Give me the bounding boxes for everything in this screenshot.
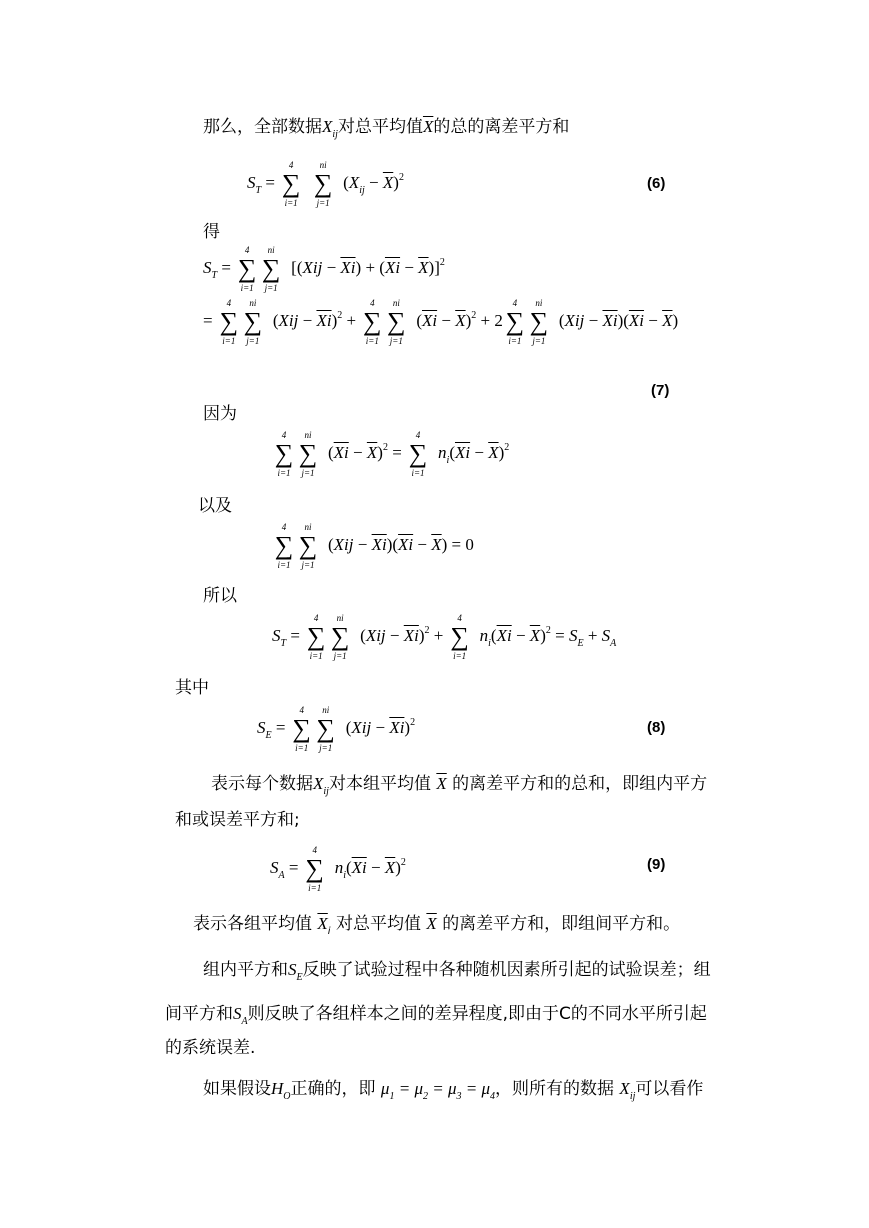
text-p5: 的系统误差.: [165, 1038, 256, 1058]
text-yinwei: 因为: [203, 404, 237, 424]
text-qizhong: 其中: [175, 678, 209, 698]
equation-6: $S_T$ = 4 ∑ i=1 ni ∑ j=1 $(X_{ij} - \overline{X})^2$: [247, 160, 404, 208]
equation-total-split: $S_T$ = 4 ∑ i=1 ni ∑ j=1 $(Xij - \overline{Xi})^2$ + 4 ∑ i=1 $n_i(\overline{Xi} - \overline{X})^2 = S_E + S_A$: [272, 613, 617, 661]
text-p3: 组内平方和$S_E$反映了试验过程中各种随机因素所引起的试验误差；组: [203, 960, 711, 983]
text-line-intro: 那么，全部数据$X_{ij}$对总平均值$\overline{X}$的总的离差平方和: [203, 117, 570, 140]
text-p6: 如果假设$H_O$正确的，即 $\mu_1 = \mu_2 = \mu_3 = \mu_4$，则所有的数据 $X_{ij}$可以看作: [203, 1079, 704, 1102]
text-p2: 表示各组平均值 $\overline{X}_i$ 对总平均值 $\overline{X}$ 的离差平方和，即组间平方和。: [193, 914, 681, 937]
text-p1-line2: 和或误差平方和;: [175, 810, 300, 830]
equation-number-9: (9): [647, 856, 666, 873]
equation-8: $S_E$ = 4 ∑ i=1 ni ∑ j=1 $(Xij - \overline{Xi})^2$: [257, 705, 416, 753]
equation-number-7: (7): [651, 382, 670, 399]
text-p4: 间平方和$S_A$则反映了各组样本之间的差异程度,即由于C的不同水平所引起: [165, 1004, 707, 1027]
text-de: 得: [203, 222, 220, 242]
equation-number-8: (8): [647, 719, 666, 736]
equation-9: $S_A$ = 4 ∑ i=1 $n_i(\overline{Xi} - \overline{X})^2$: [270, 845, 406, 893]
text-suoyi: 所以: [203, 586, 237, 606]
equation-cross-zero: 4 ∑ i=1 ni ∑ j=1 $(Xij - \overline{Xi})(\overline{Xi} - \overline{X}) = 0$: [274, 522, 474, 570]
equation-because: 4 ∑ i=1 ni ∑ j=1 $(\overline{Xi} - \overline{X})^2$ = 4 ∑ i=1 $n_i(\overline{Xi} - \overline{X})^2$: [274, 430, 510, 478]
text-p1-line1: 表示每个数据$X_{ij}$对本组平均值 $\overline{X}$ 的离差平方和的总和，即组内平方: [211, 774, 708, 797]
equation-number-6: (6): [647, 175, 666, 192]
equation-7-line-2: = 4 ∑ i=1 ni ∑ j=1 $(Xij - \overline{Xi})^2$ + 4 ∑ i=1 ni ∑ j=1 $(\overline{Xi} - \overline{X})^2 + 2$ 4 ∑ i=1 ni ∑ j=1 $(Xij - \overline{Xi})(\overline{Xi} - \overline{X})$: [203, 298, 679, 346]
text-yiji: 以及: [198, 496, 232, 516]
equation-7-line-1: $S_T$ = 4 ∑ i=1 ni ∑ j=1 $[(Xij - \overline{Xi}) + (\overline{Xi} - \overline{X})]^2$: [203, 245, 445, 293]
